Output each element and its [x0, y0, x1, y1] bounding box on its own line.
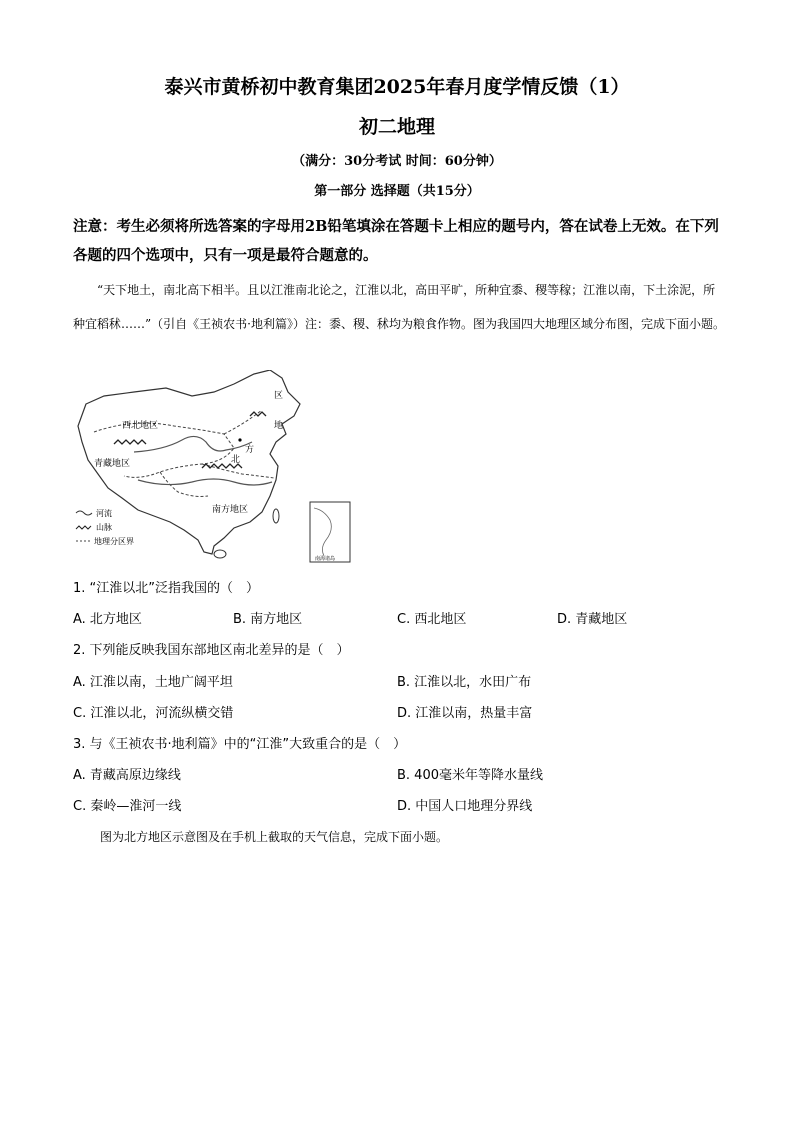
q2-option-d[interactable]: D. 江淮以南，热量丰富: [397, 706, 533, 721]
label-north-di: 地: [274, 421, 284, 431]
beijing-dot: [238, 438, 241, 441]
river-yellow: [134, 436, 252, 452]
label-south: 南方地区: [212, 505, 249, 515]
next-section-intro: 图为北方地区示意图及在手机上截取的天气信息，完成下面小题。: [100, 830, 449, 844]
q3-option-c[interactable]: C. 秦岭—淮河一线: [73, 799, 182, 814]
legend-mountain-symbol: [76, 526, 91, 529]
legend-boundary: 地理分区界: [94, 537, 134, 546]
river-yangtze: [138, 479, 272, 485]
q1-option-d[interactable]: D. 青藏地区: [557, 612, 628, 627]
inset-label: 南海诸岛: [315, 556, 336, 562]
q2-option-c[interactable]: C. 江淮以北，河流纵横交错: [73, 706, 234, 721]
inset-coast: [314, 508, 331, 556]
legend-river: 河流: [96, 509, 112, 518]
label-north-bei: 北: [231, 455, 241, 465]
section-heading: 第一部分 选择题（共15分）: [314, 184, 480, 199]
china-regions-map: [74, 370, 358, 566]
question-3-stem: 3. 与《王祯农书·地利篇》中的“江淮”大致重合的是（ ）: [73, 737, 407, 752]
south-sea-inset: [310, 502, 350, 562]
label-north-fang: 方: [245, 445, 255, 455]
label-tibet: 青藏地区: [94, 459, 131, 469]
q1-option-c[interactable]: C. 西北地区: [397, 612, 467, 627]
q2-option-a[interactable]: A. 江淮以南，土地广阔平坦: [73, 675, 233, 690]
q3-option-a[interactable]: A. 青藏高原边缘线: [73, 768, 181, 783]
legend-mountain: 山脉: [96, 523, 112, 532]
notice-text: 注意：考生必须将所选答案的字母用2B铅笔填涂在答题卡上相应的题号内，答在试卷上无效。在下列各题的四个选项中，只有一项是最符合题意的。: [73, 218, 719, 264]
exam-title: 泰兴市黄桥初中教育集团2025年春月度学情反馈（1）: [164, 76, 630, 98]
taiwan-island: [273, 509, 279, 523]
hainan-island: [214, 550, 226, 558]
q1-option-a[interactable]: A. 北方地区: [73, 612, 142, 627]
q1-option-b[interactable]: B. 南方地区: [233, 612, 303, 627]
legend-river-symbol: [76, 511, 92, 515]
label-north-qu: 区: [274, 391, 284, 401]
question-2-stem: 2. 下列能反映我国东部地区南北差异的是（ ）: [73, 643, 350, 658]
label-northwest: 西北地区: [122, 421, 159, 431]
passage-text: “天下地土，南北高下相半。且以江淮南北论之，江淮以北，高田平旷，所种宜黍、稷等稼；江淮以南，下土涂泥，所种宜稻秫……”（引自《王祯农书·地利篇》）注：黍、稷、秫均为粮食作物。图为我国四大地理区域分布图，完成下面小题。: [73, 283, 725, 331]
subject-title: 初二地理: [358, 116, 435, 138]
question-1-stem: 1. “江淮以北”泛指我国的（ ）: [73, 581, 260, 596]
q3-option-b[interactable]: B. 400毫米年等降水量线: [397, 768, 543, 783]
mountain-range-a: [114, 440, 146, 444]
q2-option-b[interactable]: B. 江淮以北，水田广布: [397, 675, 532, 690]
q3-option-d[interactable]: D. 中国人口地理分界线: [397, 799, 533, 814]
exam-meta: （满分：30分考试 时间：60分钟）: [292, 154, 502, 169]
